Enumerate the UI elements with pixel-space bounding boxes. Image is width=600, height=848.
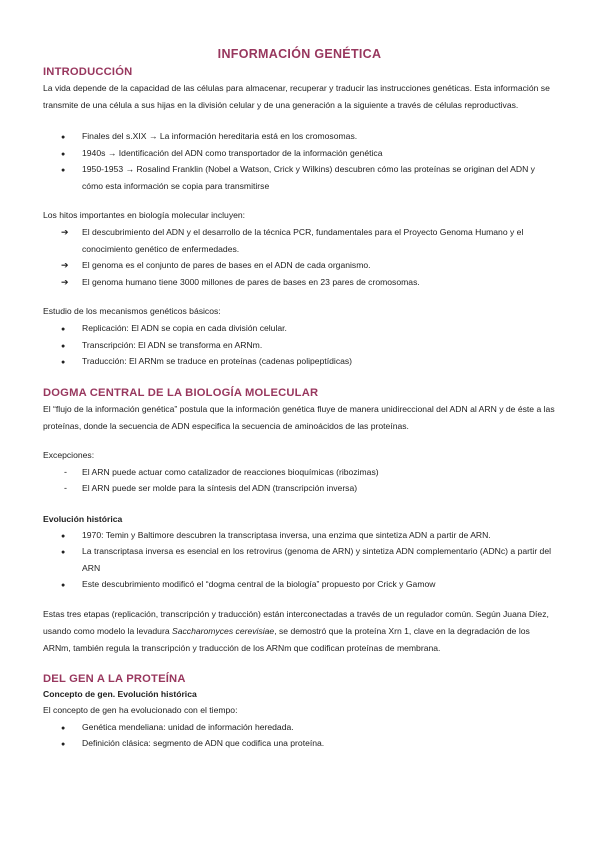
list-item: ● Finales del s.XIX → La información hereditaria está en los cromosomas. [43,128,556,145]
gene-intro: El concepto de gen ha evolucionado con el tiempo: [43,704,238,715]
bullet-icon [61,735,75,754]
list-item: ● 1950-1953 → Rosalind Franklin (Nobel a Watson, Crick y Wilkins) descubren cómo las proteínas se originan del ADN y cómo esta información se copia para transmitirse [43,161,556,194]
closing-paragraph: Estas tres etapas (replicación, transcripción y traducción) están interconectadas a través de un regulador común. Según Juana Díez, usando como modelo la levadura Saccharomyces cerevisiae, se demostró que la proteína Xrn 1, clave en la degradación de los ARNm, también regula la transcripción y traducción de los ARNm que codifican proteínas de membrana. [43,608,549,653]
intro-paragraph: La vida depende de la capacidad de las células para almacenar, recuperar y traducir las instrucciones genéticas. Esta información se transmite de una célula a sus hijas en la división celular y de una generación a la siguiente a través de células reproductivas. [43,83,550,110]
bullet-icon [61,353,75,372]
list-item: ● Traducción: El ARNm se traduce en proteínas (cadenas polipeptídicas) [43,353,556,370]
list-item: ● La transcriptasa inversa es esencial en los retrovirus (genoma de ARN) y sintetiza ADN complementario (ADNc) a partir del ARN [43,543,556,576]
milestones-list [43,224,556,290]
arrow-icon [61,224,75,241]
section-heading-dogma: DOGMA CENTRAL DE LA BIOLOGÍA MOLECULAR [43,386,319,399]
list-item: ● 1940s → Identificación del ADN como transportador de la información genética [43,145,556,162]
list-item: ● Definición clásica: segmento de ADN que codifica una proteína. [43,735,556,752]
dash-icon [61,464,75,481]
milestones-intro: Los hitos importantes en biología molecular incluyen: [43,210,246,220]
document-title: INFORMACIÓN GENÉTICA [217,47,382,61]
bullet-icon [61,161,75,180]
section-heading-introduccion: INTRODUCCIÓN [43,66,133,78]
gene-list [43,719,556,752]
list-item: ● Genética mendeliana: unidad de información heredada. [43,719,556,736]
section-heading-gen: DEL GEN A LA PROTEÍNA [43,672,186,685]
gene-subheading: Concepto de gen. Evolución histórica [43,688,197,699]
dash-icon [61,480,75,497]
bullet-icon [61,543,75,562]
list-item: ● 1970: Temin y Baltimore descubren la transcriptasa inversa, una enzima que sintetiza ADN a partir de ARN. [43,527,556,544]
list-item: - El ARN puede ser molde para la síntesis del ADN (transcripción inversa) [43,480,556,497]
list-item: ● Este descubrimiento modificó el “dogma central de la biología” propuesto por Crick y Gamow [43,576,556,593]
timeline-list [43,128,556,194]
evolution-list [43,527,556,593]
evolution-subheading: Evolución histórica [43,513,123,524]
dogma-paragraph: El “flujo de la información genética” postula que la información genética fluye de manera unidireccional del ADN al ARN y de éste a las proteínas, donde la secuencia de ADN especifica la secuencia de aminoácidos de las proteínas. [43,403,555,431]
exceptions-intro: Excepciones: [43,449,95,460]
list-item: ➔ El genoma es el conjunto de pares de bases en el ADN de cada organismo. [43,257,556,274]
bullet-icon [61,576,75,595]
list-item: ● Replicación: El ADN se copia en cada división celular. [43,320,556,337]
list-item: - El ARN puede actuar como catalizador de reacciones bioquímicas (ribozimas) [43,464,556,481]
list-item: ➔ El genoma humano tiene 3000 millones de pares de bases en 23 pares de cromosomas. [43,274,556,291]
list-item: ➔ El descubrimiento del ADN y el desarrollo de la técnica PCR, fundamentales para el Proyecto Genoma Humano y el conocimiento genético de enfermedades. [43,224,556,257]
arrow-icon [61,257,75,274]
species-name: Saccharomyces cerevisiae [172,625,275,636]
mechanisms-intro: Estudio de los mecanismos genéticos básicos: [43,306,221,316]
arrow-icon [61,274,75,291]
list-item: ● Transcripción: El ADN se transforma en ARNm. [43,337,556,354]
exceptions-list [43,464,556,497]
mechanisms-list [43,320,556,370]
